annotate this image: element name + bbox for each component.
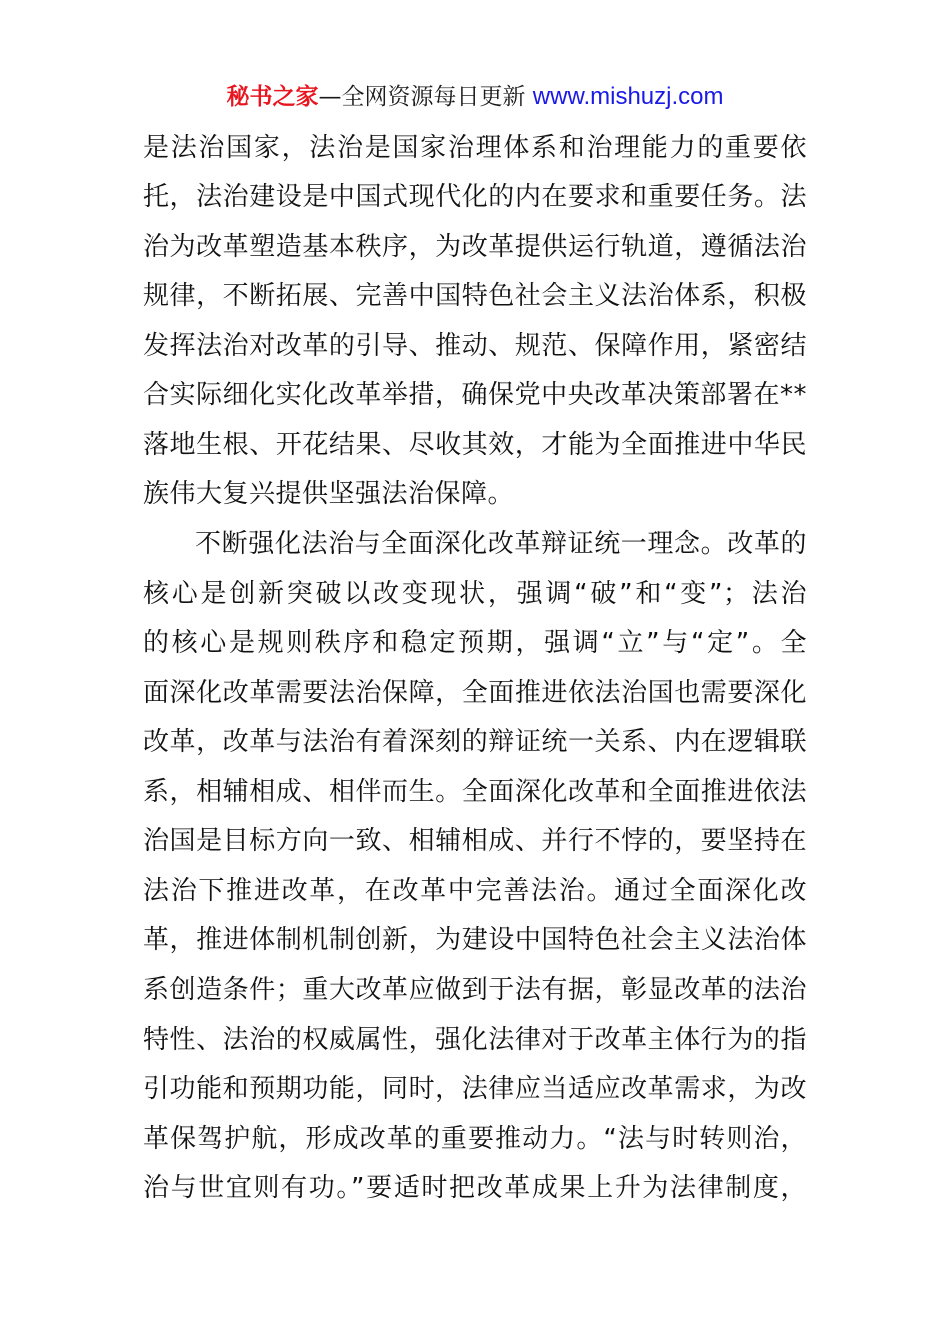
text-line: 核心是创新突破以改变现状，强调“破”和“变”；法治 (143, 579, 807, 609)
paragraph-heading-line: 不断强化法治与全面深化改革辩证统一理念。改革的 (195, 529, 807, 559)
text-line: 改革，改革与法治有着深刻的辩证统一关系、内在逻辑联 (143, 727, 807, 757)
text-line: 落地生根、开花结果、尽收其效，才能为全面推进中华民 (143, 430, 807, 460)
text-line: 的核心是规则秩序和稳定预期，强调“立”与“定”。全 (143, 628, 807, 658)
text-line: 发挥法治对改革的引导、推动、规范、保障作用，紧密结 (143, 331, 807, 361)
text-line: 族伟大复兴提供坚强法治保障。 (143, 479, 515, 509)
text-line: 治为改革塑造基本秩序，为改革提供运行轨道，遵循法治 (143, 232, 807, 262)
text-line: 是法治国家，法治是国家治理体系和治理能力的重要依 (143, 133, 807, 163)
text-line: 系，相辅相成、相伴而生。全面深化改革和全面推进依法 (143, 777, 807, 807)
text-line: 合实际细化实化改革举措，确保党中央改革决策部署在** (143, 380, 807, 410)
text-line: 革保驾护航，形成改革的重要推动力。“法与时转则治， (143, 1124, 807, 1154)
text-line: 治与世宜则有功。”要适时把改革成果上升为法律制度， (143, 1173, 807, 1203)
text-line: 特性、法治的权威属性，强化法律对于改革主体行为的指 (143, 1025, 807, 1055)
site-url-link[interactable]: www.mishuzj.com (532, 83, 724, 110)
text-line: 面深化改革需要法治保障，全面推进依法治国也需要深化 (143, 678, 807, 708)
text-line: 引功能和预期功能，同时，法律应当适应改革需求，为改 (143, 1074, 807, 1104)
header-tagline: —全网资源每日更新 (318, 84, 526, 110)
text-line: 规律，不断拓展、完善中国特色社会主义法治体系，积极 (143, 281, 807, 311)
text-line: 治国是目标方向一致、相辅相成、并行不悖的，要坚持在 (143, 826, 807, 856)
site-header (0, 82, 950, 112)
text-line: 系创造条件；重大改革应做到于法有据，彰显改革的法治 (143, 975, 807, 1005)
text-line: 革，推进体制机制创新，为建设中国特色社会主义法治体 (143, 925, 807, 955)
text-line: 法治下推进改革，在改革中完善法治。通过全面深化改 (143, 876, 807, 906)
brand-name: 秘书之家 (226, 84, 319, 110)
text-line: 托，法治建设是中国式现代化的内在要求和重要任务。法 (143, 182, 807, 212)
